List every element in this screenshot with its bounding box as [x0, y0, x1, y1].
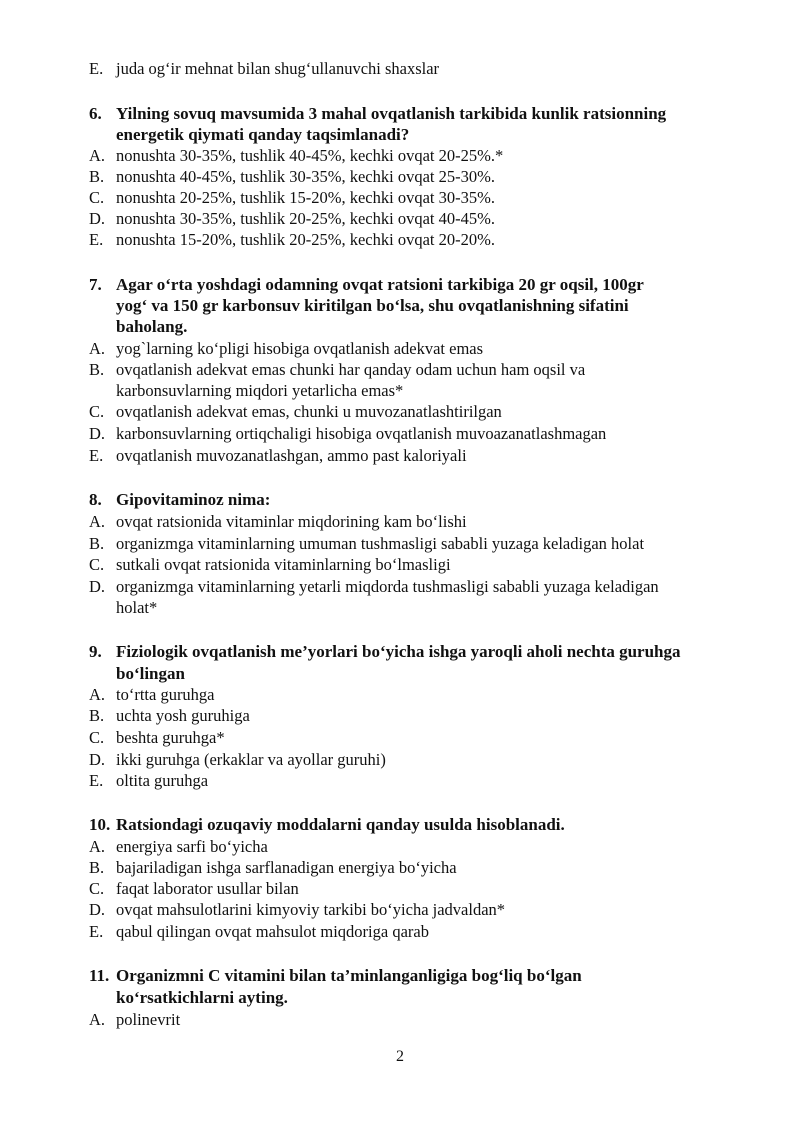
option-label: D.: [89, 900, 106, 919]
option-text: ovqat ratsionida vitaminlar miqdorining kam bo‘lishi: [116, 512, 467, 531]
option-text: polinevrit: [116, 1010, 181, 1029]
question-text: Yilning sovuq mavsumida 3 mahal ovqatlanish tarkibida kunlik ratsionning: [116, 104, 667, 123]
option-label: D.: [89, 424, 106, 443]
option-label: C.: [89, 728, 105, 747]
option-label: A.: [89, 146, 106, 165]
option-label: C.: [89, 555, 105, 574]
option-text: ovqatlanish adekvat emas chunki har qanday odam uchun ham oqsil va: [116, 360, 586, 379]
option-label: D.: [89, 209, 106, 228]
option-text: sutkali ovqat ratsionida vitaminlarning bo‘lmasligi: [116, 555, 451, 574]
option-label: A.: [89, 1010, 106, 1029]
option-label: B.: [89, 534, 105, 553]
option-label: B.: [89, 167, 105, 186]
option-text: nonushta 30-35%, tushlik 40-45%, kechki ovqat 20-25%.*: [116, 146, 504, 165]
option-label: C.: [89, 879, 105, 898]
question-text: baholang.: [116, 317, 188, 336]
question-number: 9.: [89, 642, 102, 661]
option-text: ovqatlanish adekvat emas, chunki u muvozanatlashtirilgan: [116, 402, 502, 421]
page-number: 2: [396, 1048, 404, 1065]
question-text: Fiziologik ovqatlanish me’yorlari bo‘yicha ishga yaroqli aholi nechta guruhga: [116, 642, 681, 661]
option-text: nonushta 15-20%, tushlik 20-25%, kechki ovqat 20-20%.: [116, 230, 495, 249]
option-label: B.: [89, 858, 105, 877]
option-label: A.: [89, 512, 106, 531]
option-text: beshta guruhga*: [116, 728, 225, 747]
option-label: B.: [89, 706, 105, 725]
question-text: yog‘ va 150 gr karbonsuv kiritilgan bo‘lsa, shu ovqatlanishning sifatini: [116, 296, 629, 315]
option-text: ovqatlanish muvozanatlashgan, ammo past kaloriyali: [116, 446, 467, 465]
option-text: yog`larning ko‘pligi hisobiga ovqatlanish adekvat emas: [116, 339, 484, 358]
option-label: A.: [89, 837, 106, 856]
question-text: ko‘rsatkichlarni ayting.: [116, 988, 288, 1007]
question-text: bo‘lingan: [116, 664, 185, 683]
option-text: juda og‘ir mehnat bilan shug‘ullanuvchi shaxslar: [116, 59, 440, 78]
option-text: faqat laborator usullar bilan: [116, 879, 299, 898]
option-text: organizmga vitaminlarning umuman tushmasligi sababli yuzaga keladigan holat: [116, 534, 645, 553]
option-text: oltita guruhga: [116, 771, 209, 790]
option-text: karbonsuvlarning miqdori yetarlicha emas*: [116, 381, 404, 400]
question-text: Agar o‘rta yoshdagi odamning ovqat ratsioni tarkibiga 20 gr oqsil, 100gr: [116, 275, 644, 294]
option-label: D.: [89, 750, 106, 769]
question-text: energetik qiymati qanday taqsimlanadi?: [116, 125, 410, 144]
option-text: nonushta 40-45%, tushlik 30-35%, kechki ovqat 25-30%.: [116, 167, 495, 186]
question-number: 11.: [89, 966, 110, 985]
option-text: ovqat mahsulotlarini kimyoviy tarkibi bo‘yicha jadvaldan*: [116, 900, 506, 919]
option-label: A.: [89, 339, 106, 358]
option-text: ikki guruhga (erkaklar va ayollar guruhi): [116, 750, 386, 769]
question-text: Gipovitaminoz nima:: [116, 490, 271, 509]
option-label: C.: [89, 402, 105, 421]
option-text: to‘rtta guruhga: [116, 685, 215, 704]
option-label: E.: [89, 446, 104, 465]
option-label: D.: [89, 577, 106, 596]
option-text: bajariladigan ishga sarflanadigan energiya bo‘yicha: [116, 858, 457, 877]
option-text: nonushta 30-35%, tushlik 20-25%, kechki ovqat 40-45%.: [116, 209, 495, 228]
option-label: E.: [89, 59, 104, 78]
question-number: 6.: [89, 104, 102, 123]
option-label: E.: [89, 771, 104, 790]
option-text: holat*: [116, 598, 158, 617]
option-label: B.: [89, 360, 105, 379]
option-text: karbonsuvlarning ortiqchaligi hisobiga ovqatlanish muvoazanatlashmagan: [116, 424, 607, 443]
option-label: E.: [89, 230, 104, 249]
question-number: 10.: [89, 815, 111, 834]
option-label: A.: [89, 685, 106, 704]
question-number: 8.: [89, 490, 102, 509]
question-number: 7.: [89, 275, 102, 294]
option-text: qabul qilingan ovqat mahsulot miqdoriga qarab: [116, 922, 429, 941]
option-label: C.: [89, 188, 105, 207]
option-text: nonushta 20-25%, tushlik 15-20%, kechki ovqat 30-35%.: [116, 188, 495, 207]
question-text: Organizmni C vitamini bilan ta’minlanganligiga bog‘liq bo‘lgan: [116, 966, 582, 985]
option-text: organizmga vitaminlarning yetarli miqdorda tushmasligi sababli yuzaga keladigan: [116, 577, 659, 596]
option-text: energiya sarfi bo‘yicha: [116, 837, 268, 856]
option-label: E.: [89, 922, 104, 941]
option-text: uchta yosh guruhiga: [116, 706, 250, 725]
question-text: Ratsiondagi ozuqaviy moddalarni qanday usulda hisoblanadi.: [116, 815, 565, 834]
